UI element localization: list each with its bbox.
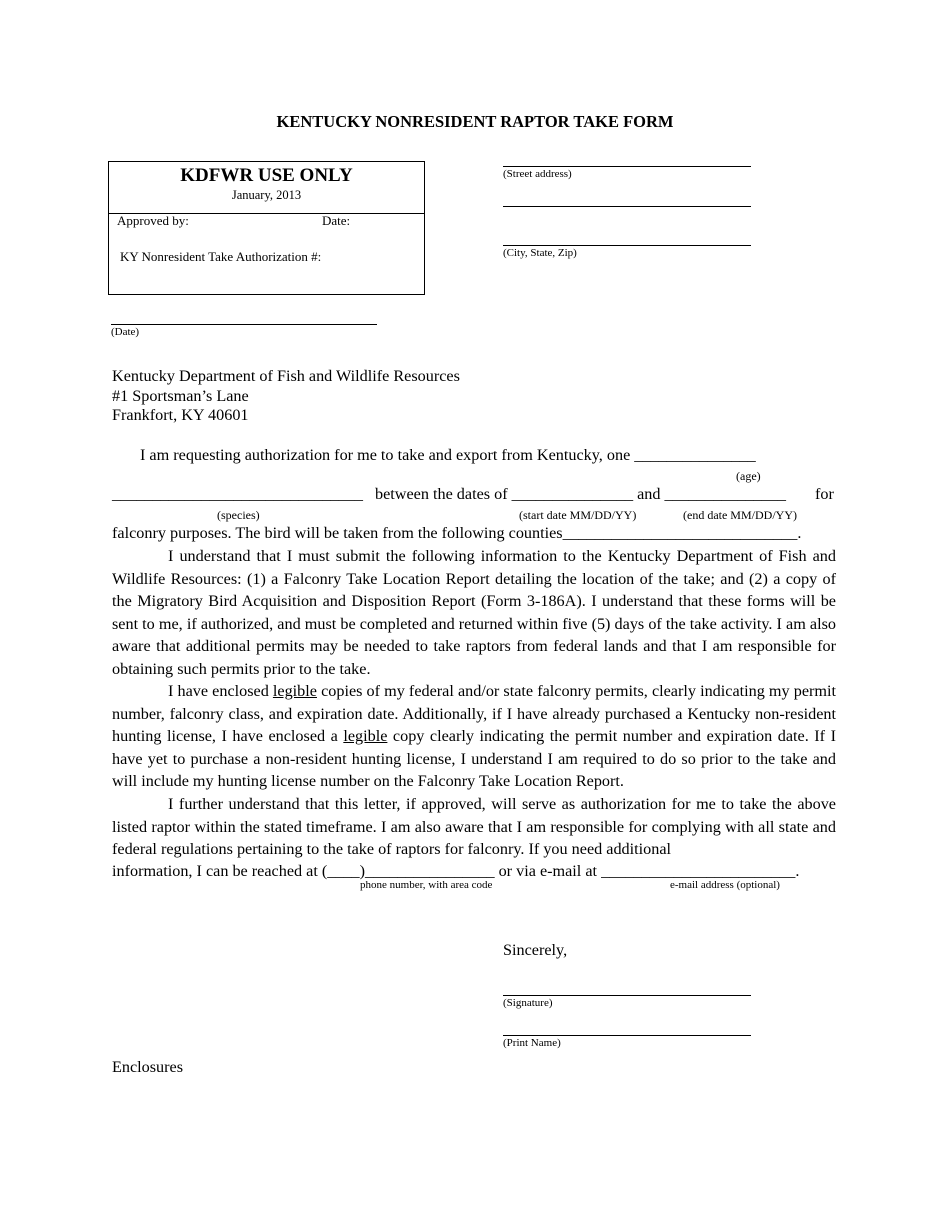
letter-date-line[interactable] (111, 324, 377, 325)
species-blank[interactable]: _______________________________ (112, 485, 363, 503)
age-caption: (age) (736, 469, 761, 483)
street-address-caption: (Street address) (503, 168, 572, 180)
print-name-caption: (Print Name) (503, 1037, 561, 1049)
office-use-box (108, 161, 425, 295)
city-state-zip-line[interactable] (503, 245, 751, 246)
office-use-title: KDFWR USE ONLY (180, 165, 353, 186)
authorization-number-label: KY Nonresident Take Authorization #: (120, 249, 322, 264)
end-date-caption: (end date MM/DD/YY) (683, 508, 797, 522)
legible-underlined-2: legible (343, 727, 388, 746)
approved-by-label: Approved by: (117, 213, 189, 228)
contact-info-line: information, I can be reached at (____)________________ or via e-mail at ________________________. (112, 862, 800, 880)
enclosures-label: Enclosures (112, 1058, 184, 1076)
paragraph-enclosed-permits (112, 680, 836, 793)
p2-text-a: I have enclosed (168, 682, 273, 700)
legible-underlined-1: legible (272, 682, 317, 700)
form-revision-date: January, 2013 (231, 188, 302, 202)
form-title: KENTUCKY NONRESIDENT RAPTOR TAKE FORM (276, 112, 674, 131)
for-text: for (815, 485, 834, 503)
signature-caption: (Signature) (503, 997, 553, 1009)
email-caption: e-mail address (optional) (670, 879, 780, 891)
sincerely-text: Sincerely, (503, 941, 568, 959)
paragraph-authorization: I further understand that this letter, if approved, will serve as authorization for me to take the above listed raptor within the stated timeframe. I am also aware that I am responsible for complying with all state and federal regulations pertaining to the take of raptors for falconry. If you need additional (112, 795, 836, 859)
start-date-caption: (start date MM/DD/YY) (519, 508, 637, 522)
counties-line: falconry purposes. The bird will be taken from the following counties_____________________________. (112, 524, 802, 542)
city-state-zip-caption: (City, State, Zip) (503, 247, 577, 259)
address-line-2[interactable] (503, 206, 751, 207)
signature-line[interactable] (503, 995, 751, 996)
recipient-line-3: Frankfort, KY 40601 (112, 406, 249, 424)
approval-date-label: Date: (322, 213, 351, 228)
p2-text-b: copies of my federal and/or state falconry permits, clearly indicating my permit number, falconry class, and expiration date. Additionally, if I have already purchased a Kentucky non-resident hunting license, I have enclosed a (112, 682, 836, 746)
recipient-line-2: #1 Sportsman’s Lane (112, 387, 249, 405)
street-address-line[interactable] (503, 166, 751, 167)
species-caption: (species) (217, 508, 260, 522)
print-name-line[interactable] (503, 1035, 751, 1036)
phone-caption: phone number, with area code (360, 879, 493, 891)
office-use-header (109, 162, 424, 214)
date-range-text: between the dates of _______________ and _______________ (375, 485, 786, 503)
paragraph-submission-info: I understand that I must submit the following information to the Kentucky Department of Fish and Wildlife Resources: (1) a Falconry Take Location Report detailing the location of the take; and (2) a copy of the Migratory Bird Acquisition and Disposition Report (Form 3-186A). I understand that these forms will be sent to me, if authorized, and must be completed and returned within five (5) days of the take activity. I am also aware that additional permits may be needed to take raptors from federal lands and that I am responsible for obtaining such permits prior to the take. (112, 547, 836, 678)
recipient-line-1: Kentucky Department of Fish and Wildlife Resources (112, 367, 460, 385)
request-line-1: I am requesting authorization for me to take and export from Kentucky, one _______________ (140, 446, 756, 464)
p2-text-c: copy clearly indicating the permit number and expiration date. If I have yet to purchase a non-resident hunting license, I understand I am required to do so prior to the take and will include my hunting license number on the Falconry Take Location Report. (112, 727, 836, 791)
letter-date-caption: (Date) (111, 326, 140, 338)
